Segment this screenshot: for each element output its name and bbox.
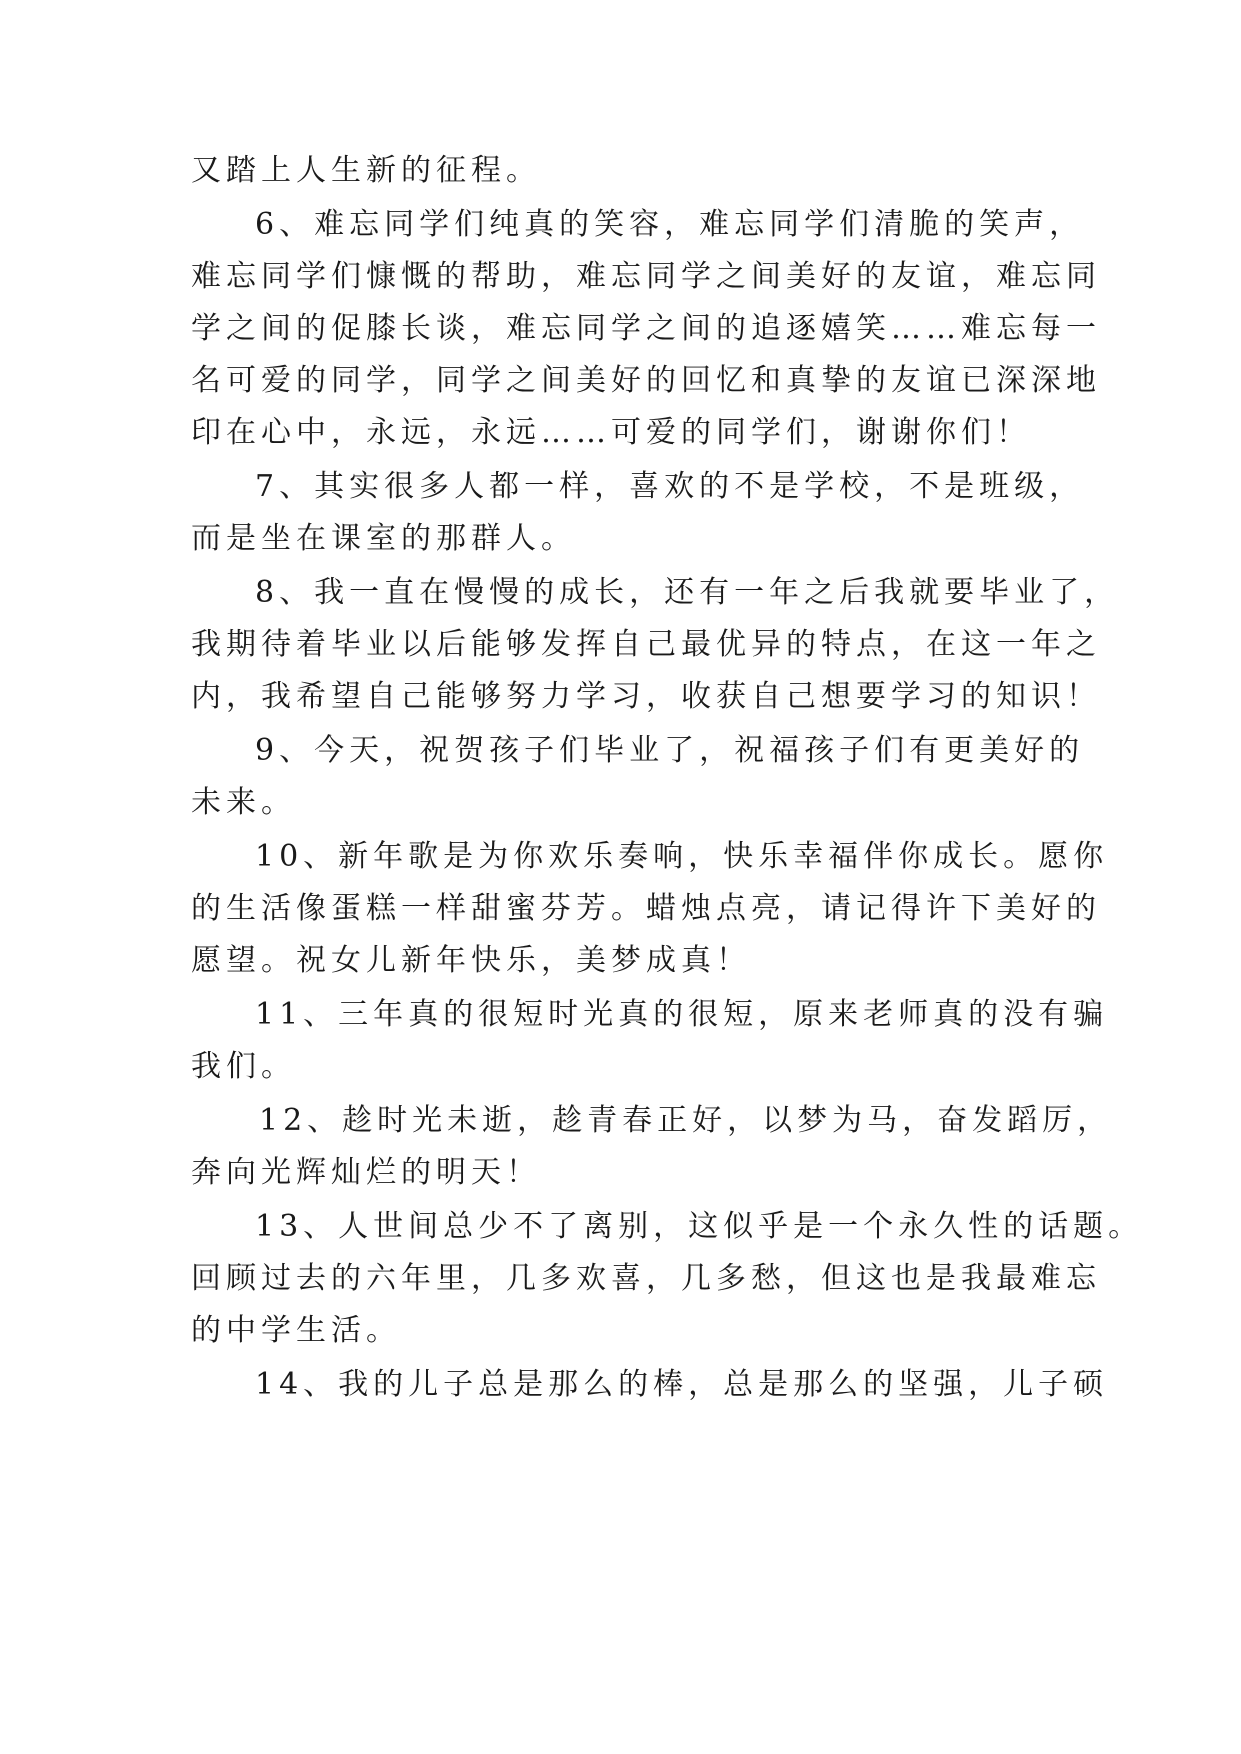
item-7-line-2: 而是坐在课室的那群人。 (191, 521, 576, 556)
item-11-line-2: 我们。 (191, 1049, 296, 1084)
item-8-line-1: 8、我一直在慢慢的成长，还有一年之后我就要毕业了， (255, 575, 1120, 610)
item-11-line-1: 11、三年真的很短时光真的很短，原来老师真的没有骗 (255, 997, 1109, 1032)
item-14-line-1: 14、我的儿子总是那么的棒，总是那么的坚强，儿子硕 (255, 1367, 1109, 1402)
item-6-line-5: 印在心中，永远，永远……可爱的同学们，谢谢你们！ (191, 415, 1031, 450)
item-6-line-2: 难忘同学们慷慨的帮助，难忘同学之间美好的友谊，难忘同 (191, 259, 1101, 294)
item-8-line-3: 内，我希望自己能够努力学习，收获自己想要学习的知识！ (191, 679, 1101, 714)
item-13-line-3: 的中学生活。 (191, 1313, 401, 1348)
item-8-line-2: 我期待着毕业以后能够发挥自己最优异的特点，在这一年之 (191, 627, 1101, 662)
item-12-line-2: 奔向光辉灿烂的明天！ (191, 1155, 541, 1190)
item-10-line-3: 愿望。祝女儿新年快乐，美梦成真！ (191, 943, 751, 978)
item-6-line-3: 学之间的促膝长谈，难忘同学之间的追逐嬉笑……难忘每一 (191, 311, 1101, 346)
item-12-line-1: 12、趁时光未逝，趁青春正好，以梦为马，奋发蹈厉， (259, 1103, 1113, 1138)
item-13-line-1: 13、人世间总少不了离别，这似乎是一个永久性的话题。 (255, 1209, 1144, 1244)
item-10-line-2: 的生活像蛋糕一样甜蜜芬芳。蜡烛点亮，请记得许下美好的 (191, 891, 1101, 926)
item-10-line-1: 10、新年歌是为你欢乐奏响，快乐幸福伴你成长。愿你 (255, 839, 1109, 874)
item-9-line-2: 未来。 (191, 785, 296, 820)
text-line: 又踏上人生新的征程。 (191, 153, 541, 188)
item-6-line-1: 6、难忘同学们纯真的笑容，难忘同学们清脆的笑声， (255, 207, 1085, 242)
item-13-line-2: 回顾过去的六年里，几多欢喜，几多愁，但这也是我最难忘 (191, 1261, 1101, 1296)
item-7-line-1: 7、其实很多人都一样，喜欢的不是学校，不是班级， (255, 469, 1085, 504)
item-6-line-4: 名可爱的同学，同学之间美好的回忆和真挚的友谊已深深地 (191, 363, 1101, 398)
item-9-line-1: 9、今天，祝贺孩子们毕业了，祝福孩子们有更美好的 (255, 733, 1085, 768)
